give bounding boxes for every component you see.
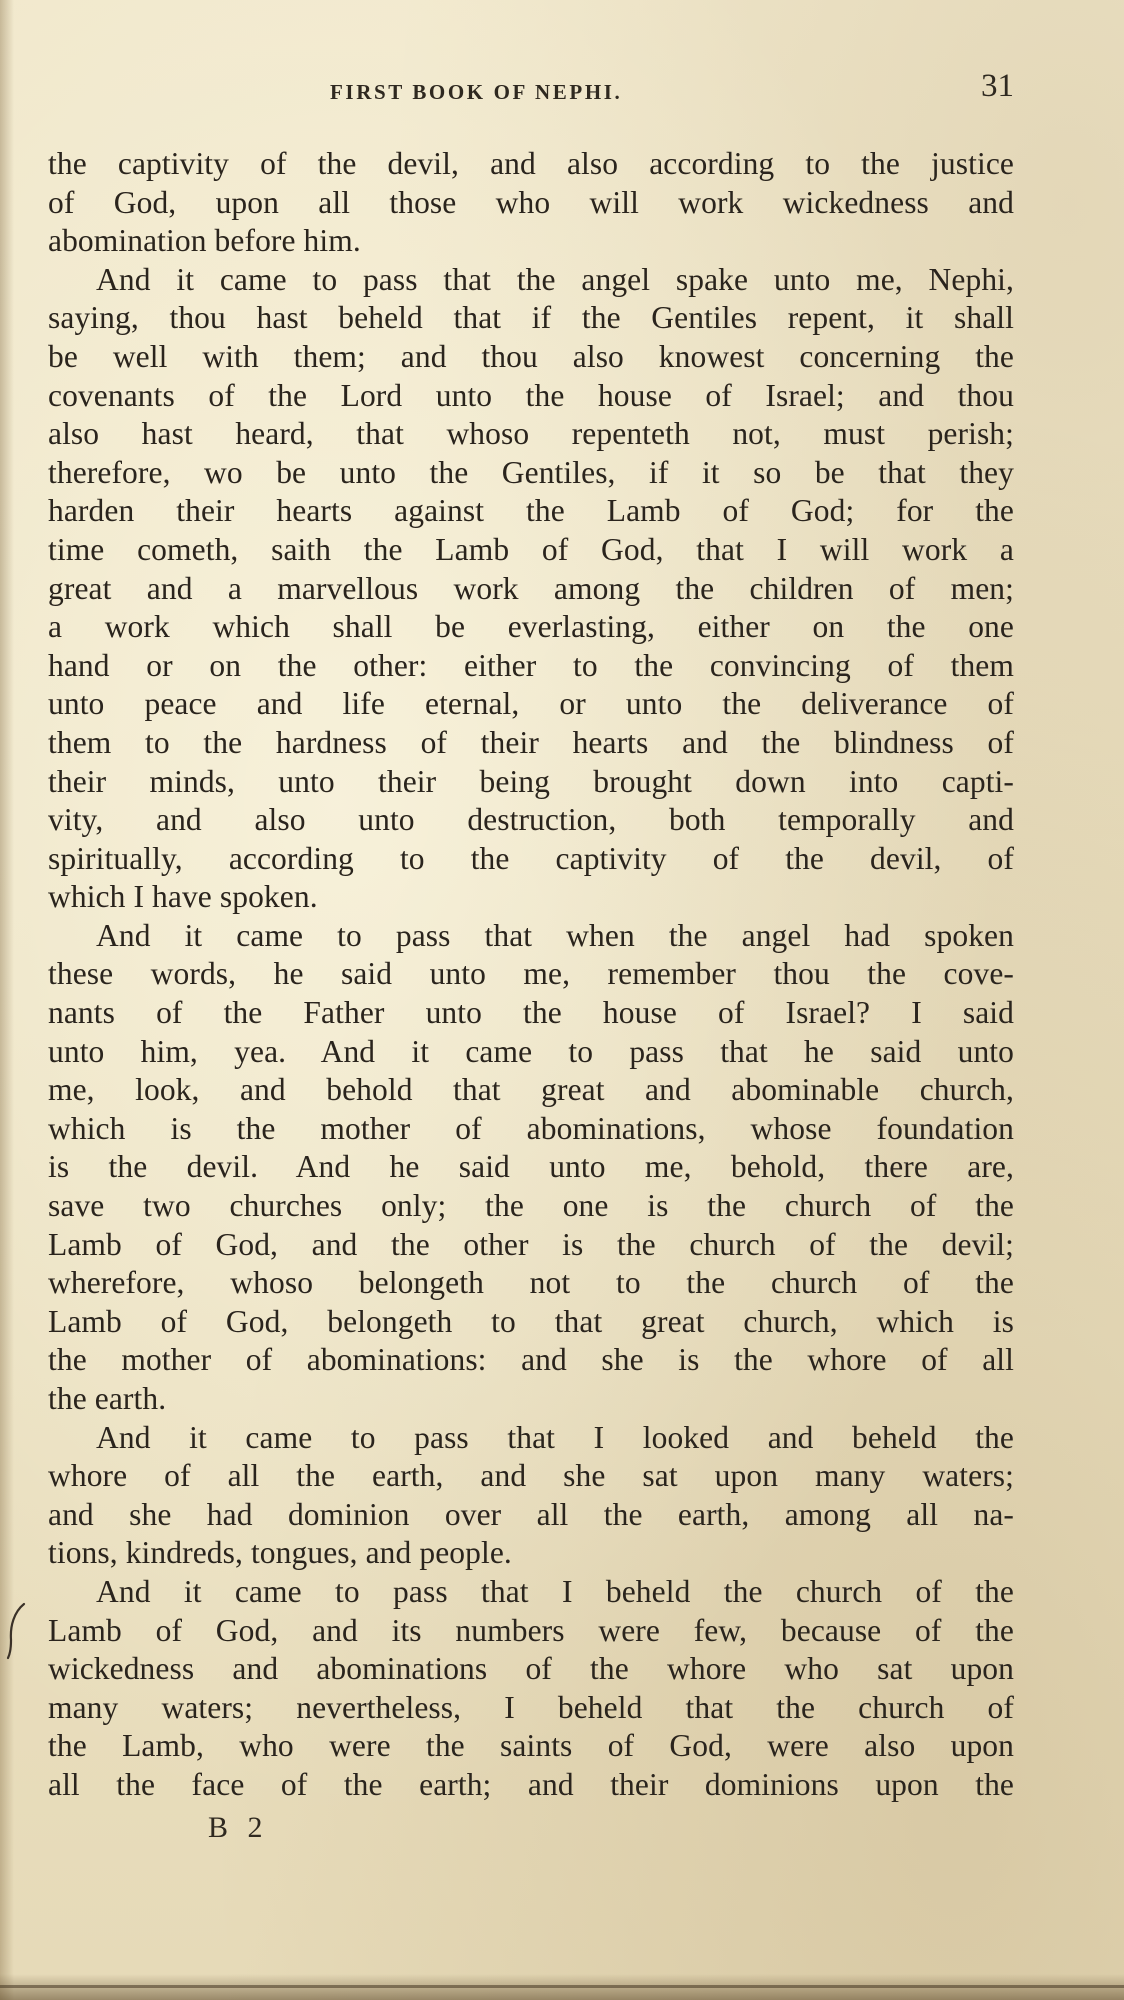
text-line: unto peace and life eternal, or unto the deliverance of	[48, 686, 1014, 722]
text-line: spiritually, according to the captivity of the devil, of	[48, 840, 1014, 876]
text-line: whore of all the earth, and she sat upon many waters;	[48, 1458, 1014, 1494]
paragraph-start-line: And it came to pass that I looked and beheld the	[96, 1419, 1014, 1455]
text-line: the Lamb, who were the saints of God, were also upon	[48, 1728, 1014, 1764]
text-line: the mother of abominations: and she is the whore of all	[48, 1342, 1014, 1378]
text-line: saying, thou hast beheld that if the Gentiles repent, it shall	[48, 300, 1014, 336]
margin-pencil-mark	[2, 1600, 32, 1660]
text-line: the earth.	[48, 1381, 167, 1416]
text-line: the captivity of the devil, and also according to the justice	[48, 146, 1014, 181]
text-line: also hast heard, that whoso repenteth not, must perish;	[48, 416, 1014, 452]
text-line: which I have spoken.	[48, 879, 318, 915]
page-header	[48, 68, 1014, 108]
paragraph-start-line: And it came to pass that the angel spake unto me, Nephi,	[96, 261, 1014, 297]
text-line: great and a marvellous work among the children of men;	[48, 570, 1014, 606]
text-line: unto him, yea. And it came to pass that he said unto	[48, 1033, 1014, 1069]
text-line: them to the hardness of their hearts and the blindness of	[48, 724, 1014, 760]
text-line: and she had dominion over all the earth, among all na-	[48, 1496, 1014, 1532]
text-line: all the face of the earth; and their dominions upon the	[48, 1766, 1014, 1802]
text-line: Lamb of God, belongeth to that great church, which is	[48, 1303, 1014, 1339]
body-text	[48, 145, 1014, 1805]
text-line: be well with them; and thou also knowest concerning the	[48, 338, 1014, 374]
text-line: wickedness and abominations of the whore who sat upon	[48, 1651, 1014, 1687]
text-line: therefore, wo be unto the Gentiles, if it so be that they	[48, 454, 1014, 490]
text-line: wherefore, whoso belongeth not to the church of the	[48, 1265, 1014, 1301]
text-line: covenants of the Lord unto the house of Israel; and thou	[48, 377, 1014, 413]
text-line: these words, he said unto me, remember thou the cove-	[48, 956, 1014, 992]
text-line: vity, and also unto destruction, both temporally and	[48, 802, 1014, 838]
text-line: which is the mother of abominations, whose foundation	[48, 1110, 1014, 1146]
text-line: their minds, unto their being brought down into capti-	[48, 763, 1014, 799]
text-line: a work which shall be everlasting, either on the one	[48, 609, 1014, 645]
text-line: many waters; nevertheless, I beheld that the church of	[48, 1689, 1014, 1725]
text-line: hand or on the other: either to the convincing of them	[48, 647, 1014, 683]
paragraph-start-line: And it came to pass that I beheld the church of the	[96, 1573, 1014, 1609]
text-line: is the devil. And he said unto me, behold, there are,	[48, 1149, 1014, 1185]
page-left-edge-shadow	[0, 0, 14, 2000]
page-bottom-edge-line	[0, 1985, 1124, 1988]
text-line: nants of the Father unto the house of Israel? I said	[48, 995, 1014, 1031]
page-number: 31	[981, 68, 1014, 104]
text-line: me, look, and behold that great and abominable church,	[48, 1072, 1014, 1108]
text-line: harden their hearts against the Lamb of God; for the	[48, 493, 1014, 529]
text-line: Lamb of God, and the other is the church of the devil;	[48, 1226, 1014, 1262]
paragraph-start-line: And it came to pass that when the angel had spoken	[96, 917, 1014, 953]
printer-signature-mark: B 2	[208, 1811, 269, 1844]
text-line: abomination before him.	[48, 223, 361, 259]
text-line: time cometh, saith the Lamb of God, that I will work a	[48, 531, 1014, 567]
text-line: tions, kindreds, tongues, and people.	[48, 1535, 512, 1571]
running-head: FIRST BOOK OF NEPHI.	[330, 80, 623, 104]
text-line: Lamb of God, and its numbers were few, because of the	[48, 1612, 1014, 1648]
text-line: of God, upon all those who will work wickedness and	[48, 184, 1014, 220]
text-line: save two churches only; the one is the church of the	[48, 1188, 1014, 1224]
